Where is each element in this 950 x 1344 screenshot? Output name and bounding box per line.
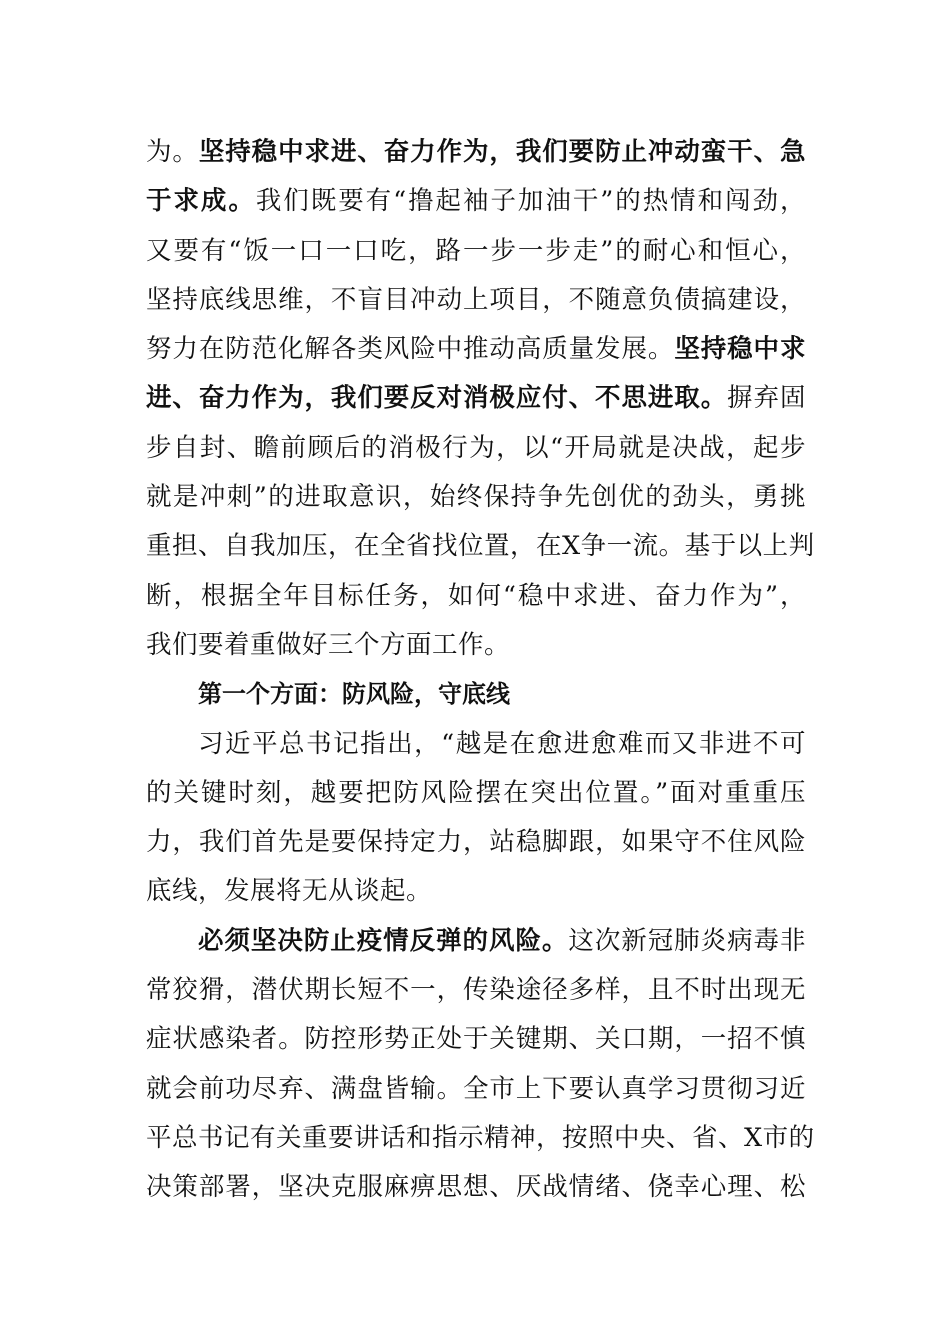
para1-line8: 就是冲刺”的进取意识，始终保持争先创优的劲头，勇挑 [146,482,806,513]
para3-line3: 症状感染者。防控形势正处于关键期、关口期，一招不慎 [146,1024,806,1055]
document-page [146,128,815,1213]
para3-line2: 常狡猾，潜伏期长短不一，传染途径多样，且不时出现无 [146,975,806,1006]
para1-line1-a: 为。 [146,137,199,167]
para1-line5-b: 坚持稳中求 [674,334,806,365]
para1-line2-b: 我们既要有“撸起袖子加油干”的热情和闯劲， [255,186,806,217]
para1-line7: 步自封、瞻前顾后的消极行为，以“开局就是决战，起步 [146,432,806,463]
para1-line3: 又要有“饭一口一口吃，路一步一步走”的耐心和恒心， [146,235,806,266]
para3-line1-rest: 这次新冠肺炎病毒非 [568,925,806,956]
para1-line10: 断，根据全年目标任务，如何“稳中求进、奋力作为”， [146,580,806,611]
para3-line1-bold: 必须坚决防止疫情反弹的风险。 [198,925,569,956]
para1-line6-b: 摒弃固 [727,383,806,414]
para1-line5-a: 努力在防范化解各类风险中推动高质量发展。 [146,334,675,365]
para1-line1-b: 坚持稳中求进、奋力作为，我们要防止冲动蛮干、急 [198,137,806,167]
para1-line6-a: 进、奋力作为，我们要反对消极应付、不思进取。 [146,383,728,414]
para1-line5 [146,325,806,374]
section-heading: 第一个方面：防风险，守底线 [198,680,510,709]
para3-line1 [146,917,806,966]
para1-line11: 我们要着重做好三个方面工作。 [146,629,511,660]
para1-line4: 坚持底线思维，不盲目冲动上项目，不随意负债搞建设， [146,284,806,315]
para3-line4: 就会前功尽弃、满盘皆输。全市上下要认真学习贯彻习近 [146,1073,806,1104]
para2-line4: 底线，发展将无从谈起。 [146,876,433,907]
para2-line3: 力，我们首先是要保持定力，站稳脚跟，如果守不住风险 [146,827,806,858]
para3-line5: 平总书记有关重要讲话和指示精神，按照中央、省、X市的 [146,1122,815,1153]
para2-line2: 的关键时刻，越要把防风险摆在突出位置。”面对重重压 [146,777,806,808]
para2-line1: 习近平总书记指出，“越是在愈进愈难而又非进不可 [198,728,806,759]
para1-line2 [146,177,806,226]
para3-line6: 决策部署，坚决克服麻痹思想、厌战情绪、侥幸心理、松 [146,1172,806,1203]
para1-line2-a: 于求成。 [146,186,256,217]
para1-line1 [146,128,806,177]
para1-line6 [146,374,806,423]
para1-line9: 重担、自我加压，在全省找位置，在X争一流。基于以上判 [146,531,815,562]
